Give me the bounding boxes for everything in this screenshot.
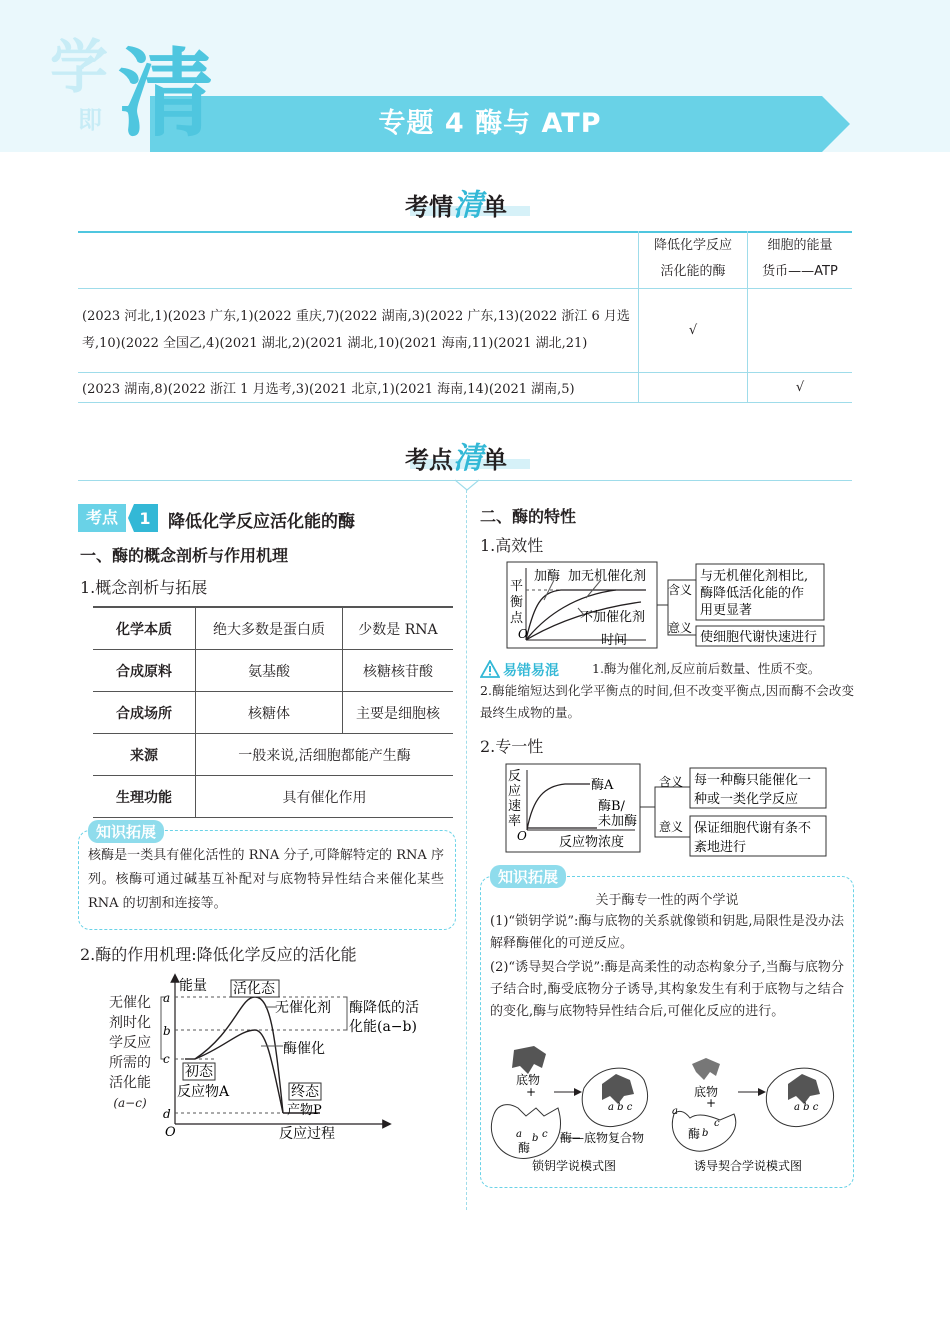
model-caption-1: 锁钥学说模式图 [532, 1159, 617, 1173]
svg-text:种或一类化学反应: 种或一类化学反应 [694, 792, 799, 807]
enzyme-model-diagram [484, 1044, 850, 1176]
kaoqing-row2: (2023 湖南,8)(2022 浙江 1 月选考,3)(2021 北京,1)(2021 海南,14)(2021 湖南,5) [78, 372, 639, 402]
svg-text:底物: 底物 [694, 1085, 719, 1099]
active-state-label: 活化态 [233, 981, 275, 997]
logo-char-big: 清 [118, 37, 214, 150]
svg-text:+: + [706, 1096, 717, 1110]
svg-text:未加酶: 未加酶 [598, 814, 638, 829]
heading-two: 二、酶的特性 [480, 507, 577, 526]
svg-text:速: 速 [508, 799, 522, 814]
svg-text:a: a [163, 991, 171, 1005]
table-row: 合成原料 氨基酸 核糖核苷酸 [93, 650, 453, 692]
reactant-label: 反应物A [177, 1084, 230, 1100]
g2-title: 2.专一性 [480, 737, 544, 756]
logo-char-tiny: 即 [78, 105, 102, 134]
logo-char-small: 学 [50, 33, 109, 101]
kaoqing-row1-mark: √ [639, 288, 748, 372]
graph-left-note: 无催化 剂时化 学反应 所需的 活化能 (a−c) [109, 995, 151, 1110]
tuozhan-tag-left: 知识拓展 [88, 820, 164, 843]
kaoqing-table: 降低化学反应 活化能的酶 细胞的能量 货币——ATP (2023 河北,1)(2023 广东,1)(2022 重庆,7)(2022 湖南,3)(2022 广东,13)(2022 浙江 6 月选考,10)(2022 全国乙,4)(2021 湖北,2)(2021 湖北,10)(2021 海南,11)(2021 湖北,21) √ (2023 湖南,8)(2022 浙江 1 月选考,3)(2021 北京,1)(2021 海南,14)(2021 湖南,5) √ [78, 231, 852, 403]
svg-text:+: + [526, 1085, 537, 1099]
svg-text:d: d [163, 1107, 171, 1121]
enzyme-b-label: 酶B/ [598, 799, 625, 814]
svg-text:每一种酶只能催化一: 每一种酶只能催化一 [694, 773, 812, 788]
warning-icon [480, 660, 500, 678]
topic-title: 专题 4 酶与 ATP [378, 108, 602, 139]
kaoqing-title: 考情清单 [405, 188, 507, 223]
curve-enzyme-label: 加酶 [534, 569, 561, 584]
substrate-shape [512, 1046, 546, 1074]
svg-text:使细胞代谢快速进行: 使细胞代谢快速进行 [700, 630, 818, 645]
kaodian-title: 考点清单 [405, 441, 507, 476]
svg-text:酶: 酶 [518, 1141, 531, 1155]
kaodian-num-badge [128, 504, 158, 532]
svg-text:酶降低活化能的作: 酶降低活化能的作 [700, 586, 805, 601]
column-divider [466, 490, 467, 1210]
tuozhan-tag-right: 知识拓展 [490, 865, 566, 888]
no-catalyst-label: 无催化剂 [275, 1000, 331, 1016]
tz-para1: (1)“锁钥学说”:酶与底物的关系就像锁和钥匙,局限性是没办法解释酶催化的可逆反应。 [490, 914, 844, 951]
enzyme-cat-label: 酶催化 [283, 1041, 325, 1057]
g1-sig-tag: 意义 [668, 621, 693, 635]
curve-inorganic-label: 加无机催化剂 [568, 569, 647, 584]
concept-table [93, 606, 453, 818]
initial-state-label: 初态 [185, 1064, 213, 1080]
svg-text:b: b [532, 1133, 539, 1144]
table-row: 生理功能 具有催化作用 [93, 776, 453, 818]
complex-label: 酶—底物复合物 [560, 1131, 645, 1145]
g1-xlabel: 时间 [601, 633, 628, 648]
svg-text:a b c: a b c [608, 1102, 633, 1113]
rule-notch [455, 478, 479, 492]
svg-text:c: c [714, 1118, 720, 1129]
tuozhan-text-left: 核酶是一类具有催化活性的 RNA 分子,可降解特定的 RNA 序列。核酶可通过碱基互补配对与底物特异性结合来催化某些 RNA 的切割和连接等。 [88, 848, 444, 911]
tz-para2: (2)“诱导契合学说”:酶是高柔性的动态构象分子,当酶与底物分子结合时,酶受底物分子诱导,其构象发生有利于底物与之结合的变化,酶与底物特异性结合后,可催化反应的进行。 [490, 960, 844, 1019]
specificity-diagram [505, 762, 855, 858]
svg-text:保证细胞代谢有条不: 保证细胞代谢有条不 [694, 821, 812, 836]
g1-title: 1.高效性 [480, 536, 544, 555]
svg-text:率: 率 [508, 814, 522, 829]
graph-xlabel: 反应过程 [279, 1126, 335, 1142]
model-caption-2: 诱导契合学说模式图 [694, 1159, 803, 1173]
svg-text:a b c: a b c [794, 1102, 819, 1113]
kaodian-tag: 考点 [78, 504, 126, 532]
svg-text:意义: 意义 [659, 820, 684, 834]
svg-text:衡: 衡 [510, 595, 524, 610]
svg-text:用更显著: 用更显著 [700, 603, 753, 618]
g1-meaning-tag: 含义 [668, 583, 693, 597]
table-row: 合成场所 核糖体 主要是细胞核 [93, 692, 453, 734]
heading-one-1: 1.概念剖析与拓展 [80, 578, 208, 597]
svg-text:酶: 酶 [688, 1127, 701, 1141]
svg-text:a: a [672, 1106, 678, 1117]
kaodian-num: 1 [139, 509, 151, 528]
svg-text:O: O [165, 1125, 176, 1140]
final-state-label: 终态 [291, 1084, 319, 1100]
efficiency-diagram [506, 560, 856, 652]
svg-text:底物: 底物 [516, 1073, 541, 1087]
svg-text:点: 点 [510, 611, 524, 626]
enzyme-a-label: 酶A [591, 778, 614, 793]
warn-text2: 2.酶能缩短达到化学平衡点的时间,但不改变平衡点,因而酶不会改变最终生成物的量。 [480, 683, 854, 720]
svg-text:b: b [163, 1024, 171, 1038]
svg-text:紊地进行: 紊地进行 [694, 840, 747, 855]
svg-text:平: 平 [510, 579, 524, 594]
kaoqing-row2-mark: √ [748, 372, 853, 402]
reduce-note-l1: 酶降低的活 [349, 1000, 419, 1016]
curve-none-label: 不加催化剂 [580, 610, 646, 625]
graph-ylabel: 能量 [179, 978, 207, 994]
energy-graph [155, 972, 455, 1142]
kaoqing-row1: (2023 河北,1)(2023 广东,1)(2022 重庆,7)(2022 湖南,3)(2022 广东,13)(2022 浙江 6 月选考,10)(2022 全国乙,4)(2021 湖北,2)(2021 湖北,10)(2021 海南,11)(2021 湖北,21) [78, 288, 639, 372]
table-row: 化学本质 绝大多数是蛋白质 少数是 RNA [93, 607, 453, 650]
table-row: 来源 一般来说,活细胞都能产生酶 [93, 734, 453, 776]
svg-text:与无机催化剂相比,: 与无机催化剂相比, [700, 569, 809, 584]
svg-text:含义: 含义 [659, 775, 684, 789]
tz-title: 关于酶专一性的两个学说 [595, 893, 739, 908]
svg-text:O: O [517, 829, 527, 843]
product-label: 产物P [287, 1103, 322, 1118]
warn-label: 易错易混 [503, 663, 559, 679]
reduce-note-l2: 化能(a−b) [349, 1019, 417, 1035]
svg-text:应: 应 [508, 784, 522, 799]
svg-text:b: b [702, 1128, 709, 1139]
svg-text:c: c [163, 1052, 170, 1066]
warn-text1: 1.酶为催化剂,反应前后数量、性质不变。 [592, 661, 821, 676]
heading-one-2: 2.酶的作用机理:降低化学反应的活化能 [80, 945, 357, 964]
svg-text:a: a [516, 1129, 522, 1140]
point-title: 降低化学反应活化能的酶 [168, 512, 355, 532]
svg-text:反: 反 [508, 769, 522, 784]
g2-xlabel: 反应物浓度 [559, 835, 625, 850]
svg-text:c: c [542, 1129, 548, 1140]
svg-text:O: O [518, 627, 528, 641]
heading-one: 一、酶的概念剖析与作用机理 [80, 546, 289, 565]
